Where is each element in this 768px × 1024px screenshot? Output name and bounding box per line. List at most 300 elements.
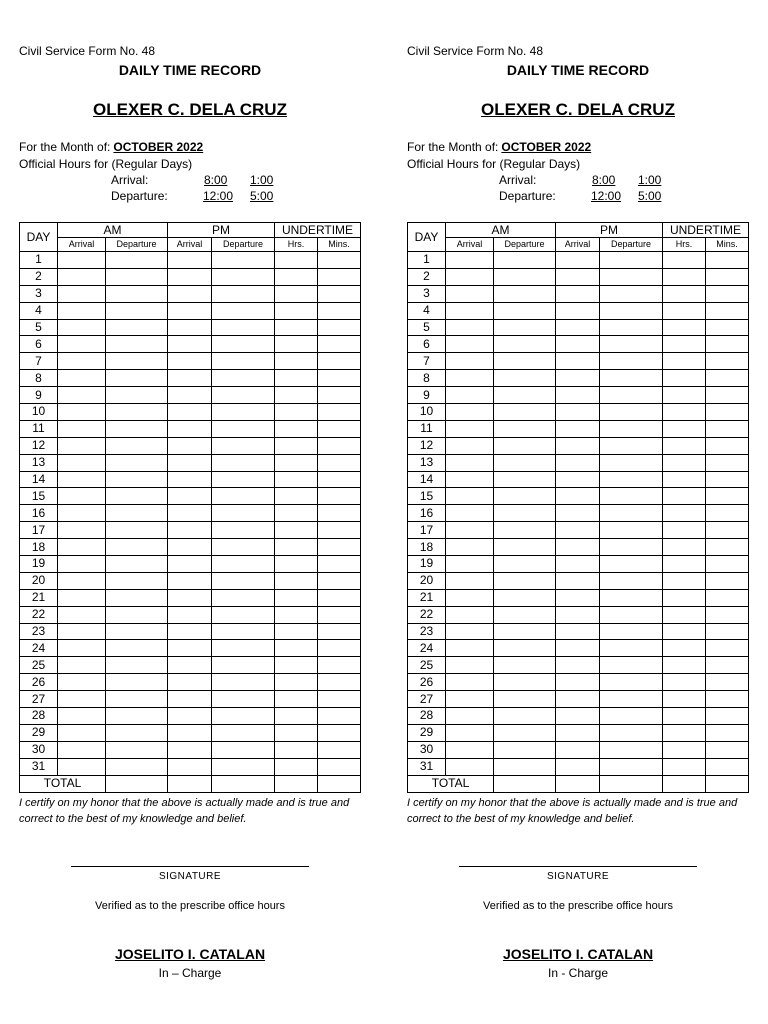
undertime-mins-cell bbox=[318, 488, 361, 505]
am-departure-cell bbox=[106, 708, 168, 725]
pm-arrival-cell bbox=[168, 420, 212, 437]
am-departure-cell bbox=[494, 640, 556, 657]
day-row bbox=[20, 741, 361, 758]
pm-arrival-cell bbox=[168, 758, 212, 775]
pm-arrival-cell bbox=[168, 556, 212, 573]
am-departure-cell bbox=[494, 353, 556, 370]
am-arrival-cell bbox=[58, 657, 106, 674]
day-number: 29 bbox=[408, 724, 446, 741]
undertime-mins-cell bbox=[706, 454, 749, 471]
undertime-hrs-cell bbox=[663, 319, 706, 336]
day-row bbox=[20, 404, 361, 421]
am-arrival-cell bbox=[446, 708, 494, 725]
am-arrival-cell bbox=[58, 623, 106, 640]
day-row bbox=[20, 268, 361, 285]
pm-departure-cell bbox=[212, 539, 275, 556]
pm-arrival-cell bbox=[556, 420, 600, 437]
pm-departure-cell bbox=[212, 741, 275, 758]
undertime-hrs-cell bbox=[275, 539, 318, 556]
day-number: 16 bbox=[20, 505, 58, 522]
departure-am-time: 12:00 bbox=[591, 189, 622, 203]
pm-departure-cell bbox=[212, 724, 275, 741]
pm-departure-cell bbox=[600, 285, 663, 302]
am-departure-cell bbox=[494, 488, 556, 505]
undertime-hrs-cell bbox=[663, 437, 706, 454]
undertime-hrs-cell bbox=[275, 606, 318, 623]
pm-column-header: PM bbox=[556, 223, 663, 238]
day-row bbox=[408, 741, 749, 758]
day-row bbox=[20, 387, 361, 404]
pm-departure-cell bbox=[600, 691, 663, 708]
undertime-hrs-cell bbox=[275, 404, 318, 421]
am-departure-cell bbox=[494, 623, 556, 640]
day-row bbox=[20, 691, 361, 708]
am-departure-cell bbox=[494, 471, 556, 488]
am-arrival-cell bbox=[446, 302, 494, 319]
day-number: 9 bbox=[408, 387, 446, 404]
pm-departure-cell bbox=[600, 724, 663, 741]
am-departure-cell bbox=[494, 674, 556, 691]
day-row bbox=[408, 488, 749, 505]
undertime-mins-cell bbox=[706, 522, 749, 539]
pm-departure-cell bbox=[600, 302, 663, 319]
pm-arrival-cell bbox=[556, 539, 600, 556]
undertime-mins-cell bbox=[318, 572, 361, 589]
pm-arrival-cell bbox=[168, 387, 212, 404]
undertime-hrs-cell bbox=[275, 420, 318, 437]
undertime-mins-cell bbox=[318, 741, 361, 758]
pm-arrival-cell bbox=[556, 623, 600, 640]
day-row bbox=[408, 353, 749, 370]
undertime-mins-cell bbox=[706, 589, 749, 606]
day-number: 8 bbox=[408, 370, 446, 387]
am-departure-cell bbox=[106, 370, 168, 387]
pm-arrival-cell bbox=[168, 691, 212, 708]
pm-departure-cell bbox=[212, 285, 275, 302]
day-row bbox=[408, 319, 749, 336]
pm-arrival-cell bbox=[168, 606, 212, 623]
undertime-mins-cell bbox=[706, 539, 749, 556]
day-number: 28 bbox=[408, 708, 446, 725]
undertime-hrs-cell bbox=[275, 741, 318, 758]
month-label: For the Month of: bbox=[19, 140, 111, 154]
undertime-hrs-cell bbox=[275, 370, 318, 387]
pm-arrival-header: Arrival bbox=[168, 238, 212, 252]
am-arrival-cell bbox=[446, 522, 494, 539]
am-arrival-cell bbox=[446, 370, 494, 387]
am-departure-cell bbox=[494, 437, 556, 454]
day-number: 14 bbox=[20, 471, 58, 488]
undertime-hrs-cell bbox=[663, 758, 706, 775]
undertime-hrs-cell bbox=[275, 674, 318, 691]
day-number: 21 bbox=[408, 589, 446, 606]
day-row bbox=[20, 674, 361, 691]
undertime-hrs-cell bbox=[275, 708, 318, 725]
undertime-hrs-cell bbox=[275, 758, 318, 775]
undertime-hrs-cell bbox=[663, 420, 706, 437]
am-arrival-cell bbox=[58, 471, 106, 488]
day-row bbox=[408, 370, 749, 387]
day-row bbox=[408, 691, 749, 708]
officer-name: JOSELITO I. CATALAN bbox=[114, 946, 266, 962]
undertime-mins-cell bbox=[318, 556, 361, 573]
pm-arrival-cell bbox=[556, 741, 600, 758]
pm-arrival-cell bbox=[556, 674, 600, 691]
am-arrival-cell bbox=[58, 522, 106, 539]
day-number: 9 bbox=[20, 387, 58, 404]
am-arrival-cell bbox=[58, 488, 106, 505]
pm-departure-cell bbox=[600, 522, 663, 539]
day-number: 15 bbox=[408, 488, 446, 505]
undertime-mins-header: Mins. bbox=[318, 238, 361, 252]
am-arrival-cell bbox=[446, 657, 494, 674]
certification-text: I certify on my honor that the above is actually made and is true and correct to the best of my knowledge and belief. bbox=[19, 797, 350, 825]
am-departure-cell bbox=[494, 539, 556, 556]
month-line bbox=[19, 140, 203, 154]
undertime-mins-cell bbox=[318, 691, 361, 708]
undertime-hrs-cell bbox=[275, 387, 318, 404]
am-departure-cell bbox=[494, 370, 556, 387]
pm-departure-cell bbox=[600, 606, 663, 623]
am-arrival-cell bbox=[58, 539, 106, 556]
am-arrival-cell bbox=[446, 623, 494, 640]
officer-role: In - Charge bbox=[547, 966, 609, 980]
day-number: 20 bbox=[408, 572, 446, 589]
total-cell bbox=[556, 775, 600, 792]
day-row bbox=[408, 471, 749, 488]
pm-departure-cell bbox=[600, 539, 663, 556]
undertime-mins-cell bbox=[318, 454, 361, 471]
am-arrival-cell bbox=[58, 302, 106, 319]
pm-arrival-cell bbox=[168, 488, 212, 505]
undertime-hrs-cell bbox=[275, 437, 318, 454]
am-arrival-cell bbox=[446, 285, 494, 302]
undertime-mins-cell bbox=[318, 758, 361, 775]
certification-text: I certify on my honor that the above is actually made and is true and correct to the best of my knowledge and belief. bbox=[407, 797, 738, 825]
pm-departure-cell bbox=[600, 758, 663, 775]
total-cell bbox=[494, 775, 556, 792]
undertime-hrs-cell bbox=[663, 708, 706, 725]
day-row bbox=[408, 420, 749, 437]
day-number: 25 bbox=[20, 657, 58, 674]
day-row bbox=[408, 589, 749, 606]
form-number: Civil Service Form No. 48 bbox=[407, 44, 544, 58]
undertime-hrs-cell bbox=[663, 572, 706, 589]
undertime-hrs-cell bbox=[275, 556, 318, 573]
day-row bbox=[408, 404, 749, 421]
am-departure-cell bbox=[106, 488, 168, 505]
day-number: 13 bbox=[20, 454, 58, 471]
departure-pm-time: 5:00 bbox=[250, 189, 274, 203]
month-line bbox=[407, 140, 591, 154]
undertime-hrs-cell bbox=[663, 505, 706, 522]
pm-departure-cell bbox=[212, 302, 275, 319]
pm-departure-cell bbox=[600, 657, 663, 674]
pm-departure-cell bbox=[212, 522, 275, 539]
undertime-mins-cell bbox=[318, 657, 361, 674]
pm-departure-cell bbox=[212, 370, 275, 387]
undertime-hrs-cell bbox=[663, 336, 706, 353]
am-arrival-cell bbox=[446, 572, 494, 589]
pm-departure-cell bbox=[600, 370, 663, 387]
undertime-mins-cell bbox=[318, 319, 361, 336]
am-departure-cell bbox=[106, 758, 168, 775]
undertime-hrs-cell bbox=[275, 657, 318, 674]
undertime-mins-cell bbox=[706, 285, 749, 302]
am-departure-cell bbox=[106, 741, 168, 758]
am-arrival-cell bbox=[446, 471, 494, 488]
undertime-hrs-cell bbox=[275, 353, 318, 370]
am-arrival-cell bbox=[58, 404, 106, 421]
departure-pm-time: 5:00 bbox=[638, 189, 662, 203]
am-departure-cell bbox=[494, 758, 556, 775]
pm-departure-cell bbox=[600, 556, 663, 573]
am-departure-cell bbox=[494, 336, 556, 353]
day-number: 14 bbox=[408, 471, 446, 488]
undertime-hrs-cell bbox=[663, 657, 706, 674]
undertime-mins-cell bbox=[706, 657, 749, 674]
arrival-label: Arrival: bbox=[111, 173, 149, 187]
pm-arrival-cell bbox=[168, 539, 212, 556]
day-number: 21 bbox=[20, 589, 58, 606]
undertime-hrs-cell bbox=[275, 471, 318, 488]
undertime-hrs-cell bbox=[275, 572, 318, 589]
day-row bbox=[20, 539, 361, 556]
day-row bbox=[408, 758, 749, 775]
total-cell bbox=[168, 775, 212, 792]
day-row bbox=[408, 522, 749, 539]
pm-departure-cell bbox=[600, 437, 663, 454]
day-number: 27 bbox=[20, 691, 58, 708]
day-number: 3 bbox=[20, 285, 58, 302]
am-arrival-cell bbox=[58, 556, 106, 573]
undertime-column-header: UNDERTIME bbox=[663, 223, 749, 238]
pm-departure-cell bbox=[212, 572, 275, 589]
day-number: 1 bbox=[408, 252, 446, 269]
day-row bbox=[408, 302, 749, 319]
am-arrival-cell bbox=[446, 674, 494, 691]
day-number: 28 bbox=[20, 708, 58, 725]
arrival-pm-time: 1:00 bbox=[250, 173, 274, 187]
undertime-hrs-cell bbox=[275, 336, 318, 353]
pm-departure-cell bbox=[600, 268, 663, 285]
am-departure-cell bbox=[494, 708, 556, 725]
am-departure-cell bbox=[106, 556, 168, 573]
day-row bbox=[408, 657, 749, 674]
verified-text: Verified as to the prescribe office hours bbox=[483, 900, 673, 912]
day-row bbox=[408, 724, 749, 741]
pm-departure-header: Departure bbox=[600, 238, 663, 252]
pm-departure-cell bbox=[600, 420, 663, 437]
am-arrival-cell bbox=[58, 589, 106, 606]
total-row bbox=[20, 775, 361, 792]
day-row bbox=[20, 522, 361, 539]
day-row bbox=[408, 387, 749, 404]
dtr-form bbox=[388, 0, 768, 1024]
pm-arrival-cell bbox=[556, 454, 600, 471]
undertime-mins-cell bbox=[706, 623, 749, 640]
pm-departure-cell bbox=[212, 708, 275, 725]
pm-departure-cell bbox=[212, 556, 275, 573]
day-number: 12 bbox=[408, 437, 446, 454]
am-arrival-cell bbox=[58, 420, 106, 437]
am-arrival-cell bbox=[58, 708, 106, 725]
undertime-hrs-cell bbox=[275, 623, 318, 640]
undertime-hrs-cell bbox=[663, 471, 706, 488]
am-arrival-cell bbox=[446, 319, 494, 336]
am-arrival-cell bbox=[446, 556, 494, 573]
month-value: OCTOBER 2022 bbox=[113, 140, 204, 154]
day-number: 8 bbox=[20, 370, 58, 387]
day-number: 26 bbox=[20, 674, 58, 691]
am-arrival-cell bbox=[58, 268, 106, 285]
am-arrival-cell bbox=[446, 758, 494, 775]
pm-departure-cell bbox=[600, 454, 663, 471]
day-number: 17 bbox=[408, 522, 446, 539]
am-arrival-cell bbox=[446, 691, 494, 708]
am-arrival-cell bbox=[446, 404, 494, 421]
am-arrival-cell bbox=[446, 437, 494, 454]
undertime-hrs-cell bbox=[663, 302, 706, 319]
day-number: 15 bbox=[20, 488, 58, 505]
day-row bbox=[20, 505, 361, 522]
pm-arrival-cell bbox=[168, 572, 212, 589]
time-record-table bbox=[19, 222, 361, 793]
undertime-mins-cell bbox=[706, 252, 749, 269]
am-departure-cell bbox=[494, 657, 556, 674]
day-number: 16 bbox=[408, 505, 446, 522]
undertime-mins-cell bbox=[706, 556, 749, 573]
pm-departure-cell bbox=[600, 505, 663, 522]
am-departure-cell bbox=[494, 420, 556, 437]
pm-arrival-cell bbox=[556, 370, 600, 387]
undertime-hrs-cell bbox=[275, 488, 318, 505]
pm-departure-cell bbox=[600, 353, 663, 370]
am-arrival-cell bbox=[446, 353, 494, 370]
am-arrival-cell bbox=[446, 539, 494, 556]
undertime-mins-cell bbox=[706, 420, 749, 437]
undertime-mins-cell bbox=[318, 539, 361, 556]
signature-label: SIGNATURE bbox=[158, 871, 222, 882]
am-arrival-cell bbox=[446, 589, 494, 606]
day-number: 25 bbox=[408, 657, 446, 674]
undertime-mins-cell bbox=[318, 471, 361, 488]
undertime-mins-cell bbox=[318, 353, 361, 370]
am-arrival-cell bbox=[446, 252, 494, 269]
am-departure-cell bbox=[494, 522, 556, 539]
am-departure-cell bbox=[106, 387, 168, 404]
signature-label: SIGNATURE bbox=[546, 871, 610, 882]
pm-arrival-cell bbox=[556, 488, 600, 505]
am-departure-cell bbox=[106, 657, 168, 674]
day-row bbox=[408, 437, 749, 454]
undertime-hrs-cell bbox=[275, 505, 318, 522]
undertime-hrs-header: Hrs. bbox=[275, 238, 318, 252]
am-arrival-header: Arrival bbox=[58, 238, 106, 252]
am-departure-cell bbox=[106, 420, 168, 437]
pm-departure-cell bbox=[600, 741, 663, 758]
am-departure-cell bbox=[494, 505, 556, 522]
day-number: 7 bbox=[408, 353, 446, 370]
pm-departure-cell bbox=[212, 606, 275, 623]
undertime-hrs-cell bbox=[663, 252, 706, 269]
pm-departure-cell bbox=[600, 404, 663, 421]
departure-label: Departure: bbox=[111, 189, 168, 203]
day-number: 5 bbox=[408, 319, 446, 336]
undertime-hrs-cell bbox=[663, 268, 706, 285]
undertime-mins-cell bbox=[706, 302, 749, 319]
am-arrival-cell bbox=[446, 741, 494, 758]
undertime-hrs-cell bbox=[663, 724, 706, 741]
arrival-am-time: 8:00 bbox=[204, 173, 228, 187]
pm-departure-cell bbox=[212, 268, 275, 285]
day-number: 2 bbox=[20, 268, 58, 285]
am-arrival-cell bbox=[58, 319, 106, 336]
am-arrival-cell bbox=[58, 437, 106, 454]
day-row bbox=[20, 454, 361, 471]
am-departure-cell bbox=[106, 724, 168, 741]
undertime-mins-cell bbox=[318, 336, 361, 353]
pm-departure-cell bbox=[212, 674, 275, 691]
am-departure-cell bbox=[106, 437, 168, 454]
arrival-label: Arrival: bbox=[499, 173, 537, 187]
day-number: 18 bbox=[408, 539, 446, 556]
day-row bbox=[408, 606, 749, 623]
signature-line bbox=[71, 866, 309, 867]
am-arrival-cell bbox=[446, 387, 494, 404]
undertime-hrs-cell bbox=[663, 522, 706, 539]
pm-arrival-cell bbox=[168, 437, 212, 454]
day-row bbox=[20, 353, 361, 370]
am-departure-cell bbox=[494, 589, 556, 606]
form-title: DAILY TIME RECORD bbox=[506, 62, 650, 78]
am-departure-cell bbox=[106, 319, 168, 336]
undertime-hrs-cell bbox=[275, 252, 318, 269]
departure-label: Departure: bbox=[499, 189, 556, 203]
form-title: DAILY TIME RECORD bbox=[118, 62, 262, 78]
day-number: 17 bbox=[20, 522, 58, 539]
undertime-mins-cell bbox=[318, 505, 361, 522]
am-departure-cell bbox=[494, 454, 556, 471]
pm-arrival-cell bbox=[168, 623, 212, 640]
undertime-hrs-cell bbox=[663, 387, 706, 404]
pm-departure-cell bbox=[212, 488, 275, 505]
undertime-mins-cell bbox=[706, 640, 749, 657]
day-number: 4 bbox=[408, 302, 446, 319]
undertime-mins-cell bbox=[706, 387, 749, 404]
undertime-mins-cell bbox=[706, 268, 749, 285]
am-departure-header: Departure bbox=[494, 238, 556, 252]
day-row bbox=[408, 640, 749, 657]
undertime-mins-cell bbox=[318, 589, 361, 606]
undertime-hrs-cell bbox=[663, 556, 706, 573]
am-arrival-cell bbox=[446, 336, 494, 353]
pm-departure-cell bbox=[600, 623, 663, 640]
undertime-hrs-cell bbox=[275, 691, 318, 708]
pm-arrival-header: Arrival bbox=[556, 238, 600, 252]
pm-arrival-cell bbox=[556, 724, 600, 741]
day-number: 3 bbox=[408, 285, 446, 302]
dtr-form bbox=[0, 0, 380, 1024]
am-departure-cell bbox=[494, 606, 556, 623]
pm-arrival-cell bbox=[556, 556, 600, 573]
undertime-hrs-cell bbox=[663, 589, 706, 606]
day-row bbox=[20, 302, 361, 319]
pm-departure-cell bbox=[212, 336, 275, 353]
pm-arrival-cell bbox=[556, 353, 600, 370]
pm-arrival-cell bbox=[168, 404, 212, 421]
day-number: 7 bbox=[20, 353, 58, 370]
